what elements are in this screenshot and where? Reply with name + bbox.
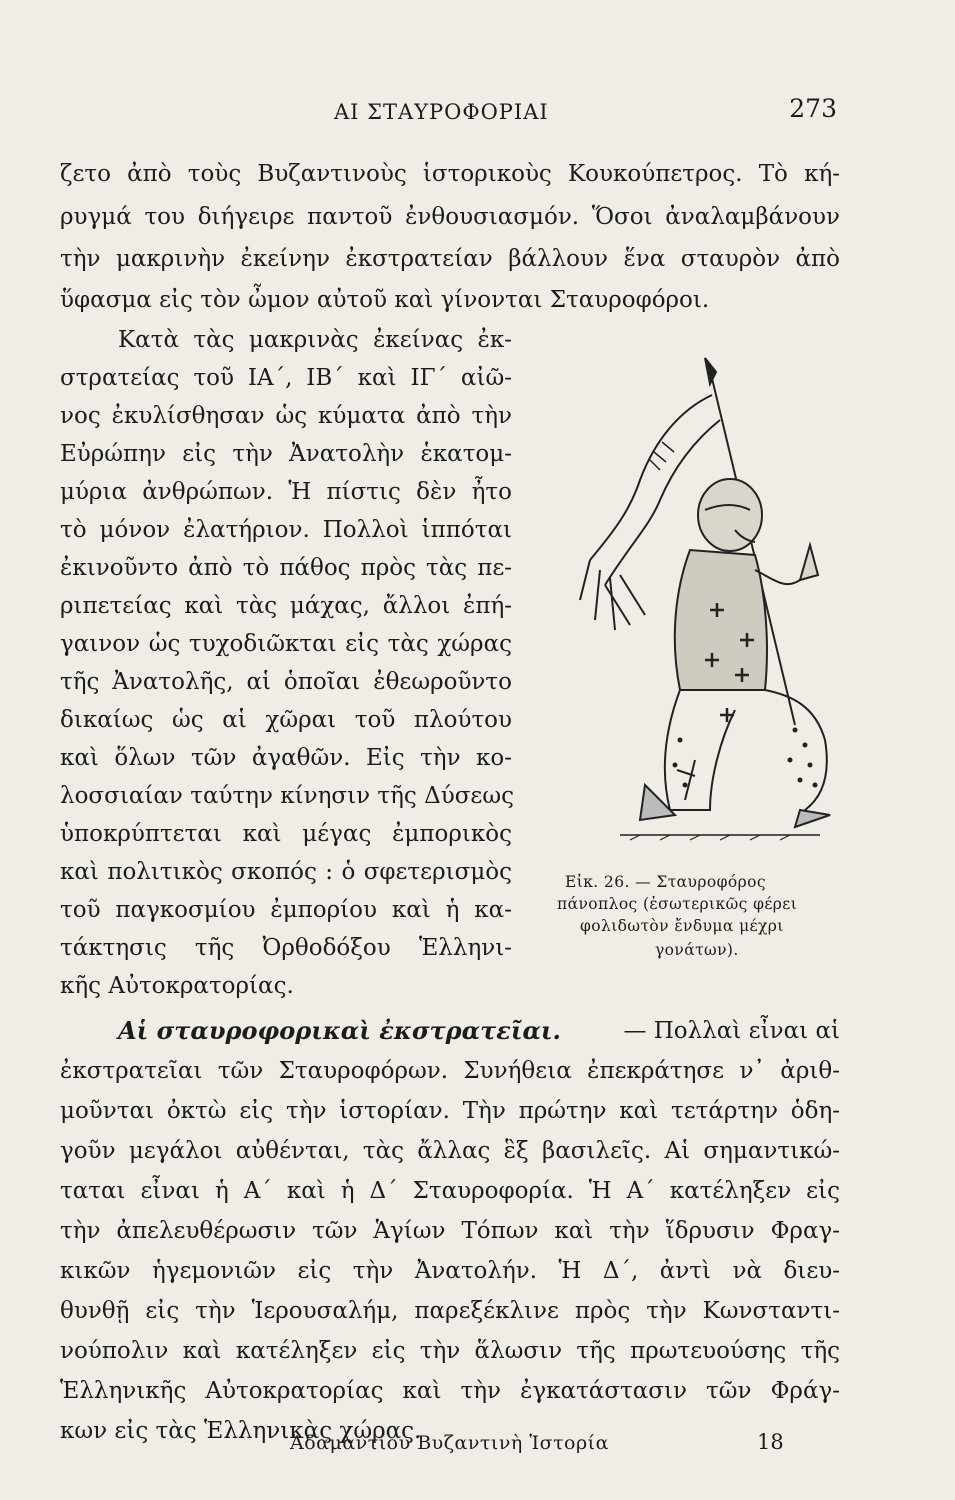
text-line: Ἑλληνικῆς Αὐτοκρατορίας καὶ τὴν ἐγκατάστασιν τῶν Φράγ- [60,1378,840,1404]
text-line: μοῦνται ὀκτὼ εἰς τὴν ἱστορίαν. Τὴν πρώτην καὶ τετάρτην ὁδη- [60,1098,840,1124]
page-number: 273 [789,94,837,123]
text-line: καὶ ὅλων τῶν ἀγαθῶν. Εἰς τὴν κο- [60,745,512,771]
text-line: ὕφασμα εἰς τὸν ὦμον αὐτοῦ καὶ γίνονται Σταυροφόροι. [60,287,710,313]
running-head-title: ΑΙ ΣΤΑΥΡΟΦΟΡΙΑΙ [334,100,549,124]
text-line: ζετο ἀπὸ τοὺς Βυζαντινοὺς ἱστορικοὺς Κουκούπετρος. Τὸ κή- [60,161,840,187]
text-line: λοσσιαίαν ταύτην κίνησιν τῆς Δύσεως [60,783,514,809]
text-line: θυνθῇ εἰς τὴν Ἱερουσαλήμ, παρεξέκλινε πρὸς τὴν Κωνσταντι- [60,1298,840,1324]
figure-caption-line: πάνοπλος (ἐσωτερικῶς φέρει [557,895,798,913]
text-line: γοῦν μεγάλοι αὐθένται, τὰς ἄλλας ἓξ βασιλεῖς. Αἱ σημαντικώ- [60,1138,840,1164]
figure-caption-line: Εἰκ. 26. — Σταυροφόρος [565,873,766,891]
text-line: νος ἐκυλίσθησαν ὡς κύματα ἀπὸ τὴν [60,403,512,429]
text-line: Εὐρώπην εἰς τὴν Ἀνατολὴν ἑκατομ- [60,441,512,467]
crusader-illustration [560,340,850,860]
text-line: κῆς Αὐτοκρατορίας. [60,973,294,999]
signature-mark: 18 [757,1430,784,1454]
text-line: τὴν μακρινὴν ἐκείνην ἐκστρατείαν βάλλουν ἕνα σταυρὸν ἀπὸ [60,246,840,272]
text-line: τοῦ παγκοσμίου ἐμπορίου καὶ ἡ κα- [60,897,512,923]
text-line: ριπετείας καὶ τὰς μάχας, ἄλλοι ἐπή- [60,593,512,619]
text-line: καὶ πολιτικὸς σκοπός : ὁ σφετερισμὸς [60,859,512,885]
figure-caption-line: γονάτων). [655,941,739,959]
text-line: ρυγμά του διήγειρε παντοῦ ἐνθουσιασμόν. Ὅσοι ἀναλαμβάνουν [60,204,840,230]
footer-book-title: Ἀδαμαντίου Βυζαντινὴ Ἱστορία [290,1432,609,1454]
text-line: μύρια ἀνθρώπων. Ἡ πίστις δὲν ἦτο [60,479,512,505]
section-heading: Αἱ σταυροφορικαὶ ἐκστρατεῖαι. [118,1016,561,1045]
figure-caption-line: φολιδωτὸν ἔνδυμα μέχρι [580,917,784,935]
text-line: στρατείας τοῦ ΙΑ΄, ΙΒ΄ καὶ ΙΓ΄ αἰῶ- [60,365,512,391]
text-line: κικῶν ἡγεμονιῶν εἰς τὴν Ἀνατολήν. Ἡ Δ΄, ἀντὶ νὰ διευ- [60,1258,840,1284]
text-line: τάκτησις τῆς Ὀρθοδόξου Ἑλληνι- [60,935,512,961]
text-line: ἐκστρατεῖαι τῶν Σταυροφόρων. Συνήθεια ἐπεκράτησε ν᾽ ἀριθ- [60,1058,840,1084]
text-line: κων εἰς τὰς Ἑλληνικὰς χώρας. [60,1418,422,1444]
running-head [0,94,955,130]
section-heading-line [118,1015,840,1047]
text-line: τὴν ἀπελευθέρωσιν τῶν Ἁγίων Τόπων καὶ τὴν ἵδρυσιν Φραγ- [60,1218,840,1244]
text-line: ὑποκρύπτεται καὶ μέγας ἐμπορικὸς [60,821,512,847]
text-line: νούπολιν καὶ κατέληξεν εἰς τὴν ἅλωσιν τῆς πρωτευούσης τῆς [60,1338,840,1364]
text-line: ἐκινοῦντο ἀπὸ τὸ πάθος πρὸς τὰς πε- [60,555,512,581]
text-line: Κατὰ τὰς μακρινὰς ἐκείνας ἐκ- [118,327,512,353]
text-line: γαινον ὡς τυχοδιῶκται εἰς τὰς χώρας [60,631,512,657]
text-line: — Πολλαὶ εἶναι αἱ [623,1018,840,1044]
text-line: τὸ μόνον ἐλατήριον. Πολλοὶ ἱππόται [60,517,512,543]
text-line: τῆς Ἀνατολῆς, αἱ ὁποῖαι ἐθεωροῦντο [60,669,512,695]
text-line: ταται εἶναι ἡ Α΄ καὶ ἡ Δ΄ Σταυροφορία. Ἡ Α΄ κατέληξεν εἰς [60,1178,840,1204]
text-line: δικαίως ὡς αἱ χῶραι τοῦ πλούτου [60,707,512,733]
